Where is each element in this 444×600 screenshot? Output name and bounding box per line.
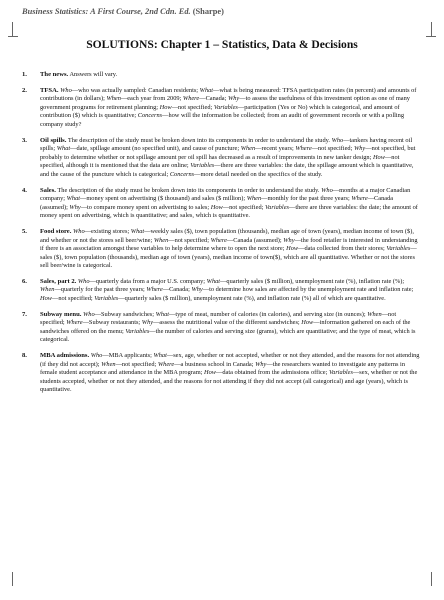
item-text: —how will the information be collected; from an audit of government records or with a polling company study? [40, 112, 404, 128]
crop-mark [12, 22, 13, 36]
item-heading: Oil spills. [40, 136, 67, 144]
item-keyword: Where [182, 95, 200, 103]
item-text: —money spent on advertising ($ thousand) and sales ($ million); [80, 195, 247, 203]
item-heading: Subway menu. [40, 310, 82, 318]
item-keyword: Where [66, 319, 83, 327]
item-keyword: Variables [386, 245, 411, 253]
item-keyword: What [206, 277, 221, 285]
item-heading: TFSA. [40, 86, 59, 94]
item-keyword: Variables [265, 203, 289, 211]
item-text: —not specified; [311, 145, 354, 153]
item-keyword: Where [210, 236, 227, 244]
item-keyword: How [286, 245, 299, 253]
item-heading: The news. [40, 71, 69, 78]
item-number: 1. [22, 71, 27, 78]
item-keyword: What [56, 145, 71, 153]
item-keyword: Variables [94, 295, 119, 303]
item-keyword: Where [351, 195, 368, 203]
item-number: 6. [22, 277, 27, 285]
item-text: —quarterly sales ($ million), unemployment rate (%), and inflation rate (%) all of which are quantitative. [118, 295, 386, 303]
item-text: —to assess the usefulness of this investment option as one of many government programs for retirement planning; [40, 95, 410, 111]
item-text: —to compare money spent on advertising to sales; [80, 203, 211, 211]
item-keyword: Who [331, 136, 344, 144]
header-author: (Sharpe) [190, 7, 224, 16]
item-keyword: Who [77, 277, 90, 285]
item-text: —weekly sales ($), town population (thousands), median age of town (years), median income of town ($), and whether or not the stores sell beer/wine; [40, 227, 414, 244]
item-text: —data collected from their stores; [298, 245, 387, 253]
running-header [22, 7, 224, 16]
item-text: —months at a major Canadian company; [40, 186, 411, 203]
item-keyword: How [159, 103, 172, 111]
item-text: —existing stores; [84, 227, 131, 235]
item-body [40, 137, 415, 178]
item-body [40, 278, 413, 302]
item-body [40, 311, 415, 344]
item-keyword: Who [90, 352, 103, 360]
item-keyword: Variables [125, 327, 150, 335]
item-text: —not specified; [168, 236, 211, 244]
header-book-title: Business Statistics: A First Course, 2nd Cdn. Ed. [22, 7, 191, 16]
item-heading: Sales, part 2. [40, 277, 77, 285]
crop-mark [426, 36, 436, 37]
item-keyword: Why [141, 319, 154, 327]
item-keyword: When [246, 195, 262, 203]
item-keyword: What [153, 352, 167, 360]
item-text: —sex, whether or not the students accepted, whether or not they attended, and the reasons for not attending if they did not accept (all categorical) and age (years), which is quantitative. [40, 369, 418, 394]
item-keyword: Where [157, 360, 175, 368]
item-number: 2. [22, 86, 27, 94]
item-keyword: Variables [328, 369, 353, 377]
item-text: —the food retailer is interested in understanding if there is an association amongst these variables to help determine where to open the next store; [40, 236, 418, 253]
item-text: —not specified; [40, 310, 397, 327]
crop-mark [431, 22, 432, 36]
item-keyword: Why [255, 360, 267, 368]
item-text: —there are three variables: the date, the spillage amount which is quantitative, and the cause of the puncture which is categorical; [40, 162, 414, 178]
item-text: —who was actually sampled: Canadian residents; [71, 86, 200, 94]
item-keyword: Why [227, 95, 240, 103]
item-text: —quarterly for the past three years; [54, 286, 147, 294]
item-text: —not specified; [51, 295, 95, 303]
item-text: —there are three variables: the date; the amount of money spent on advertising, which is quantitative; and sales, which is quantitative. [40, 203, 418, 220]
item-text: —the researchers wanted to investigate any patterns in female student acceptance and attendance in the MBA program; [40, 360, 405, 377]
item-keyword: Why [191, 286, 203, 294]
item-body [40, 352, 419, 393]
item-keyword: When [153, 236, 169, 244]
item-keyword: How [40, 295, 52, 303]
item-text: —not specified, but probably to determine whether or not spillage amount per oil spill has decreased as a result of improvements in new tanker design; [40, 145, 416, 161]
item-keyword: Where [146, 286, 163, 294]
solution-item [22, 278, 420, 304]
item-body [40, 87, 416, 128]
item-keyword: When [240, 145, 256, 153]
item-keyword: Where [295, 145, 312, 153]
item-text: —not specified; [171, 103, 214, 111]
item-text: —participation (Yes or No) which is categorical, and amount of contribution ($) which is quantitative; [40, 103, 400, 120]
item-text: —not specified; [222, 203, 266, 211]
item-text: The description of the study must be broken down into its components in order to understand the study. [55, 186, 322, 194]
item-keyword: Who [321, 186, 333, 194]
solution-item [22, 71, 420, 80]
item-text: —sex, age, whether or not accepted, whether or not they attended, and the reasons for not attending (if they did not accept); [40, 352, 420, 368]
item-text: —assess the nutritional value of the different sandwiches; [153, 319, 302, 327]
item-keyword: Variables [213, 103, 238, 111]
item-text: —Canada (assumed); [226, 236, 284, 244]
item-keyword: How [372, 153, 385, 161]
item-body [40, 71, 117, 78]
page-title: SOLUTIONS: Chapter 1 – Statistics, Data & Decisions [86, 38, 358, 51]
solution-item [22, 87, 420, 130]
item-text: —monthly for the past three years; [261, 195, 352, 203]
item-text: —the number of calories and serving size (grams), which are quantitative; and the type of meat, which is categorical. [40, 327, 416, 344]
item-keyword: When [367, 310, 382, 318]
item-keyword: Concerns [169, 170, 195, 178]
item-number: 7. [22, 310, 27, 318]
item-keyword: Concerns [137, 112, 163, 120]
item-heading: Sales. [40, 186, 56, 194]
item-heading: MBA admissions. [40, 352, 90, 360]
item-text: —recent years; [255, 145, 296, 153]
item-number: 5. [22, 227, 27, 235]
item-text: —data obtained from the admissions office; [215, 369, 329, 377]
solutions-list [22, 71, 420, 402]
solution-item [22, 137, 420, 180]
item-text: The description of the study must be broken down into its components in order to understand the study. [66, 136, 332, 144]
item-keyword: When [40, 286, 55, 294]
item-text: —quarterly sales ($ million), unemployment rate (%), inflation rate (%); [220, 277, 405, 285]
item-number: 8. [22, 352, 27, 360]
solution-item [22, 352, 420, 395]
item-body [40, 228, 418, 269]
item-keyword: What [66, 195, 81, 203]
item-keyword: What [199, 86, 214, 94]
item-text: —sales ($), town population (thousands), median age of town (years), median income of town($), which are all quantitative. Whether or not the stores sell beer/wine is categorical. [40, 245, 417, 270]
item-text: —Canada; [199, 95, 228, 103]
item-keyword: Why [69, 203, 81, 211]
item-keyword: How [301, 319, 314, 327]
item-text: —Canada (assumed); [40, 195, 394, 211]
item-keyword: What [155, 310, 170, 318]
item-text: —Subway sandwiches; [94, 310, 156, 318]
item-number: 3. [22, 136, 27, 144]
item-number: 4. [22, 186, 27, 194]
item-keyword: Who [83, 310, 95, 318]
crop-mark [431, 572, 432, 586]
item-keyword: How [210, 203, 223, 211]
item-keyword: Why [353, 145, 366, 153]
item-text: —what is being measured: TFSA participation rates (in percent) and amounts of contributions (in dollars); [40, 86, 417, 103]
item-text: —Canada; [162, 286, 192, 294]
item-text: —quarterly data from a major U.S. company; [89, 277, 207, 285]
item-text: —to determine how sales are affected by the unemployment rate and inflation rate; [202, 286, 414, 294]
item-keyword: Why [283, 236, 295, 244]
item-text: —a business school in Canada; [174, 360, 256, 368]
solution-item [22, 228, 420, 271]
item-text: —each year from 2009; [120, 95, 183, 103]
item-keyword: How [204, 369, 216, 377]
solution-item [22, 187, 420, 221]
item-heading: Food store. [40, 227, 72, 235]
item-keyword: Variables [190, 162, 215, 170]
item-keyword: Who [72, 227, 85, 235]
item-text: Answers will vary. [68, 71, 118, 78]
item-text: —not specified, although it is mentioned that the data are online; [40, 153, 400, 170]
item-body [40, 187, 418, 220]
item-keyword: What [130, 227, 145, 235]
item-text: —information gathered on each of the sandwiches offered on the menu; [40, 319, 411, 335]
item-keyword: When [101, 360, 116, 368]
crop-mark [8, 36, 18, 37]
item-text: —type of meat, number of calories (in calories), and serving size (in ounces); [169, 310, 368, 318]
item-text: —not specified; [115, 360, 158, 368]
item-text: —date, spillage amount (no specified unit), and cause of puncture; [70, 145, 241, 153]
crop-mark [12, 572, 13, 586]
item-keyword: When [106, 95, 121, 103]
item-text: —Subway restaurants; [82, 319, 142, 327]
item-text: —MBA applicants; [102, 352, 154, 360]
item-keyword: Who [60, 86, 72, 94]
solution-item [22, 311, 420, 345]
item-text: —tankers having recent oil spills; [40, 136, 413, 153]
item-text: —more detail needed on the specifics of the study. [194, 170, 323, 178]
